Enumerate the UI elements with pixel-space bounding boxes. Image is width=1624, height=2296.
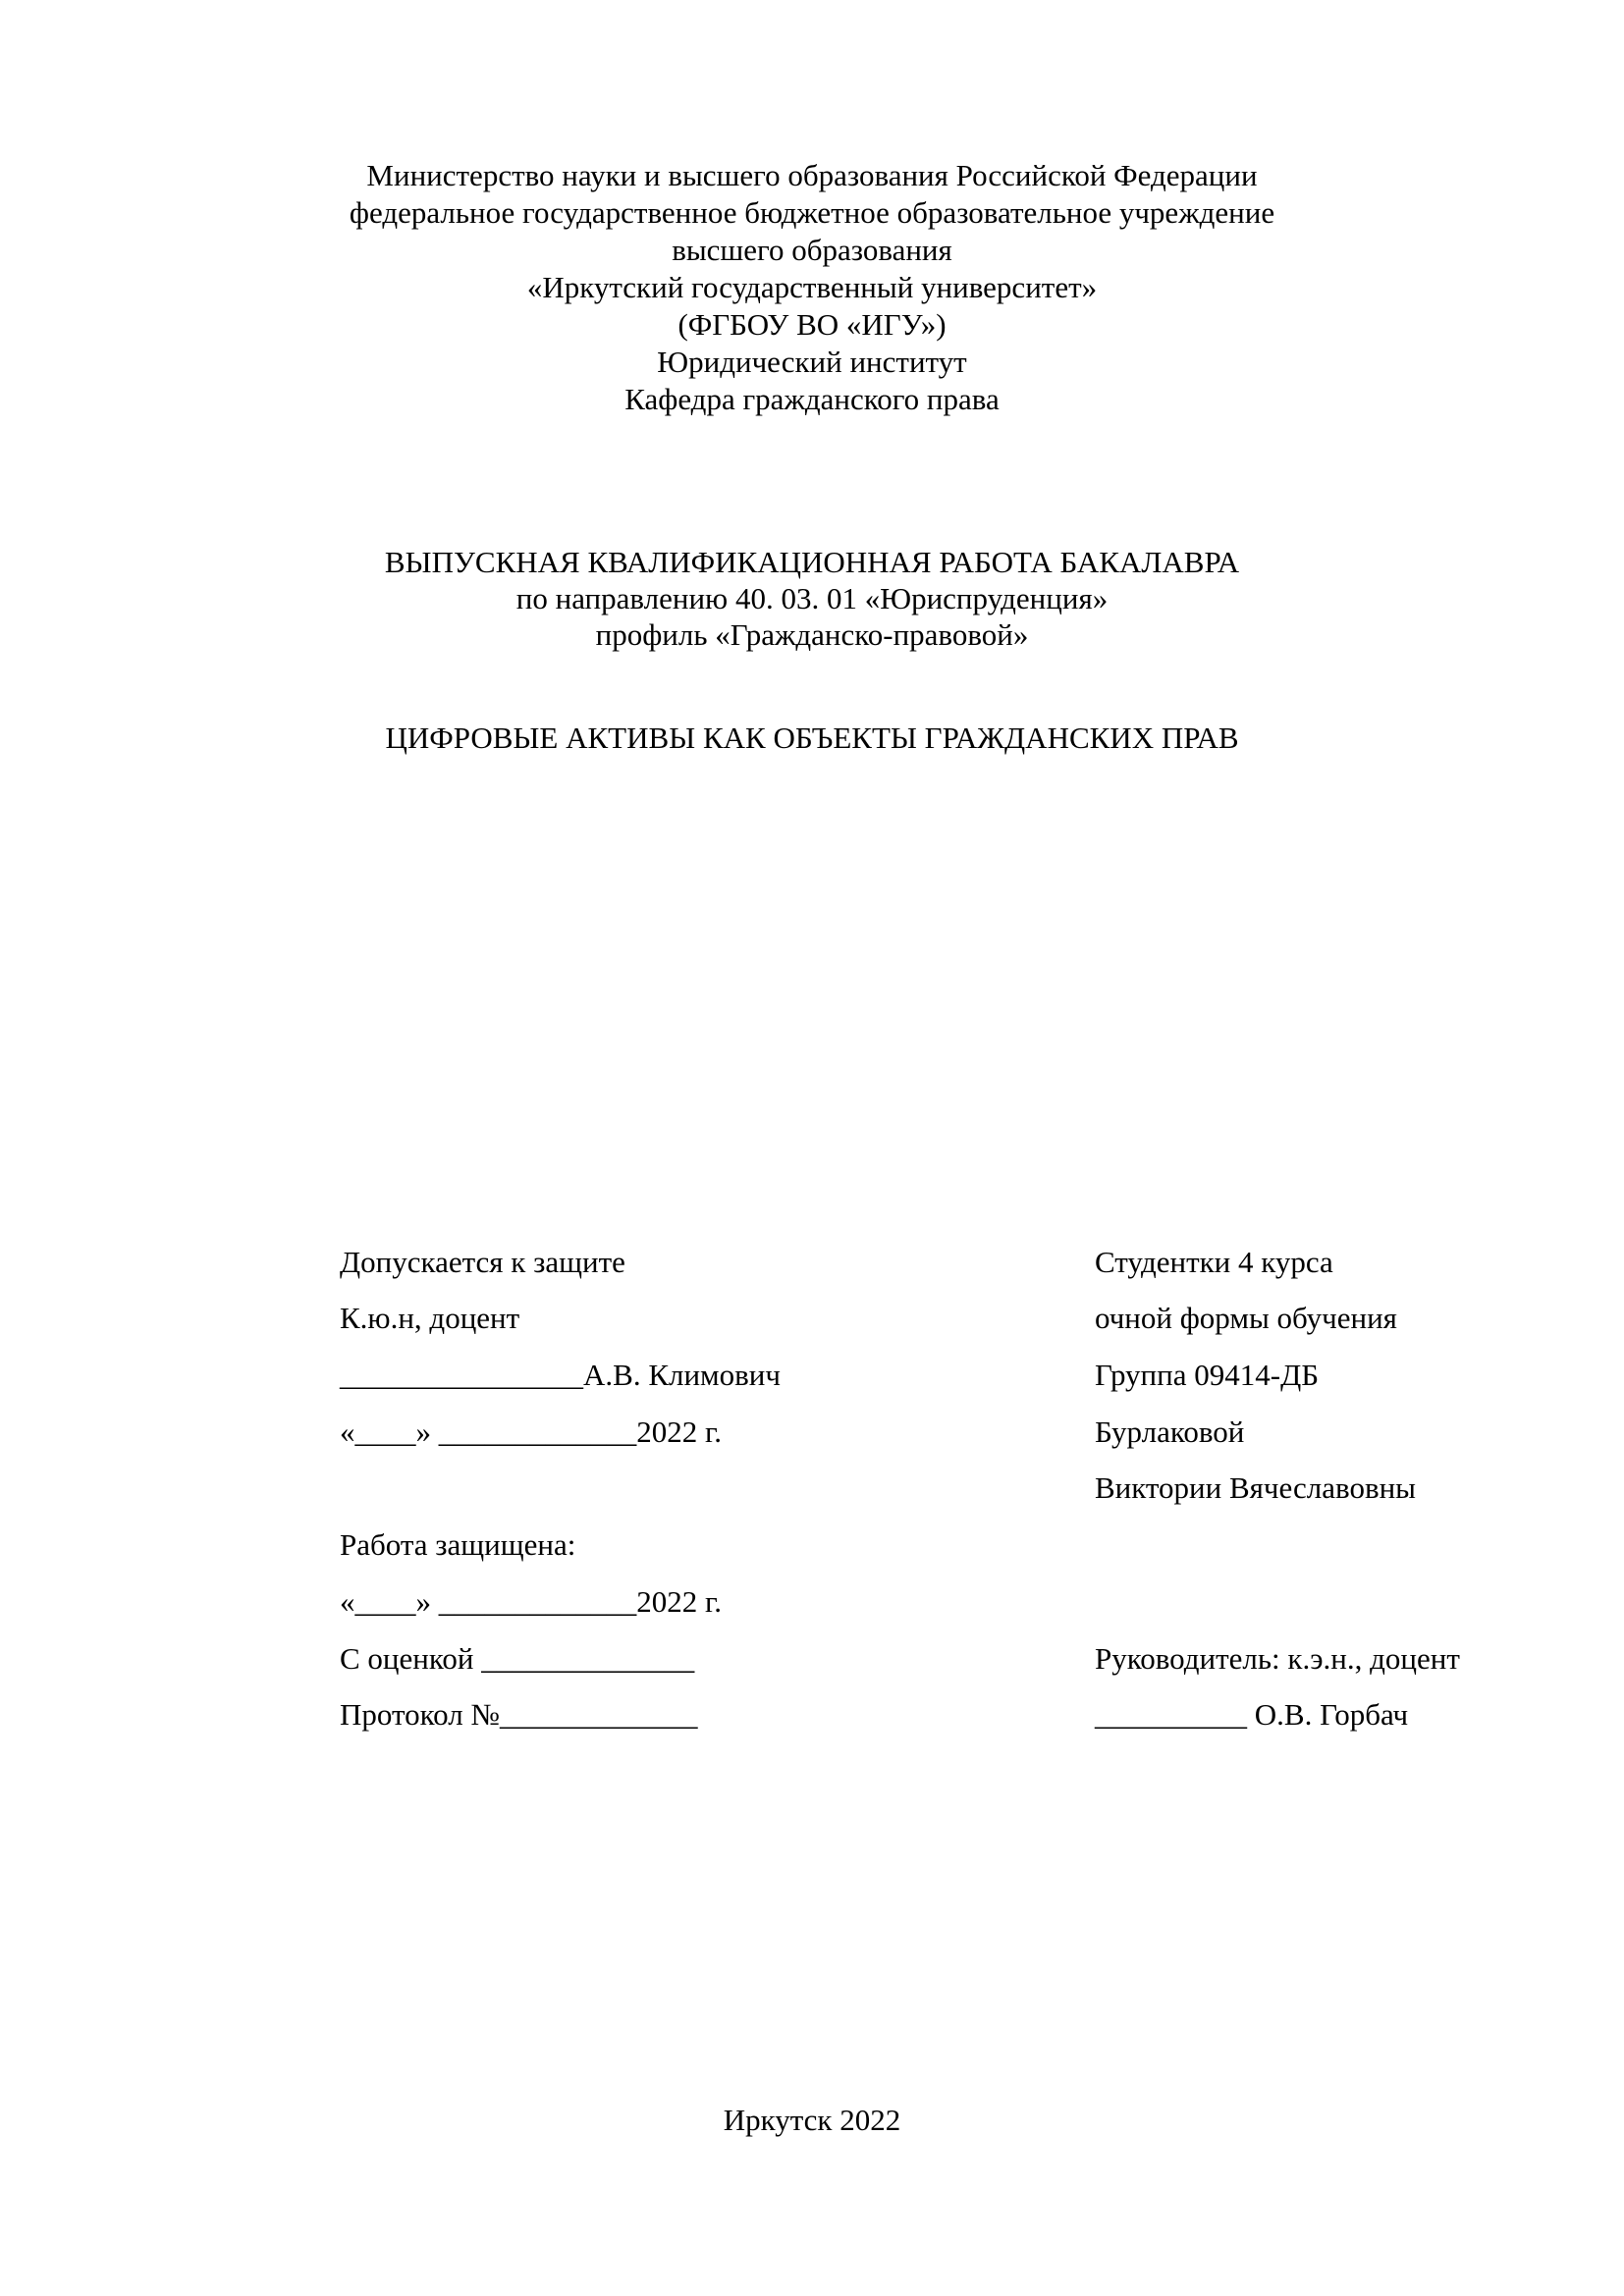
student-study-form: очной формы обучения: [1095, 1301, 1397, 1335]
institution-header: [0, 157, 1624, 418]
university-name: «Иркутский государственный университет»: [526, 270, 1098, 304]
work-topic: ЦИФРОВЫЕ АКТИВЫ КАК ОБЪЕКТЫ ГРАЖДАНСКИХ ПРАВ: [385, 721, 1239, 755]
work-profile: профиль «Гражданско-правовой»: [595, 617, 1029, 652]
work-direction: по направлению 40. 03. 01 «Юриспруденция»: [515, 581, 1109, 615]
student-group: Группа 09414-ДБ: [1095, 1358, 1320, 1392]
grade-line: С оценкой ______________: [340, 1641, 695, 1676]
city-year: Иркутск 2022: [723, 2103, 901, 2137]
protocol-line: Протокол №_____________: [340, 1697, 698, 1732]
admission-title: К.ю.н, доцент: [340, 1301, 520, 1335]
education-level-line: высшего образования: [672, 233, 952, 267]
admission-signature-line: ________________А.В. Климович: [340, 1358, 781, 1392]
student-name: Виктории Вячеславовны: [1095, 1470, 1417, 1505]
supervisor-title: Руководитель: к.э.н., доцент: [1095, 1641, 1460, 1676]
student-surname: Бурлаковой: [1095, 1415, 1245, 1449]
work-title-block: [0, 544, 1624, 653]
department-name: Кафедра гражданского права: [624, 382, 1000, 416]
institute-name: Юридический институт: [657, 345, 967, 379]
work-type: ВЫПУСКНАЯ КВАЛИФИКАЦИОННАЯ РАБОТА БАКАЛАВРА: [384, 545, 1240, 579]
student-course: Студентки 4 курса: [1095, 1245, 1333, 1279]
defense-status-label: Работа защищена:: [340, 1527, 576, 1562]
admission-date-line: «____» _____________2022 г.: [340, 1415, 722, 1449]
defense-date-line: «____» _____________2022 г.: [340, 1584, 722, 1619]
university-abbreviation: (ФГБОУ ВО «ИГУ»): [677, 307, 947, 342]
supervisor-signature-line: __________ О.В. Горбач: [1095, 1697, 1409, 1732]
ministry-line: Министерство науки и высшего образования Российской Федерации: [366, 158, 1258, 192]
institution-type-line: федеральное государственное бюджетное образовательное учреждение: [349, 195, 1275, 230]
admission-allowed-label: Допускается к защите: [340, 1245, 625, 1279]
